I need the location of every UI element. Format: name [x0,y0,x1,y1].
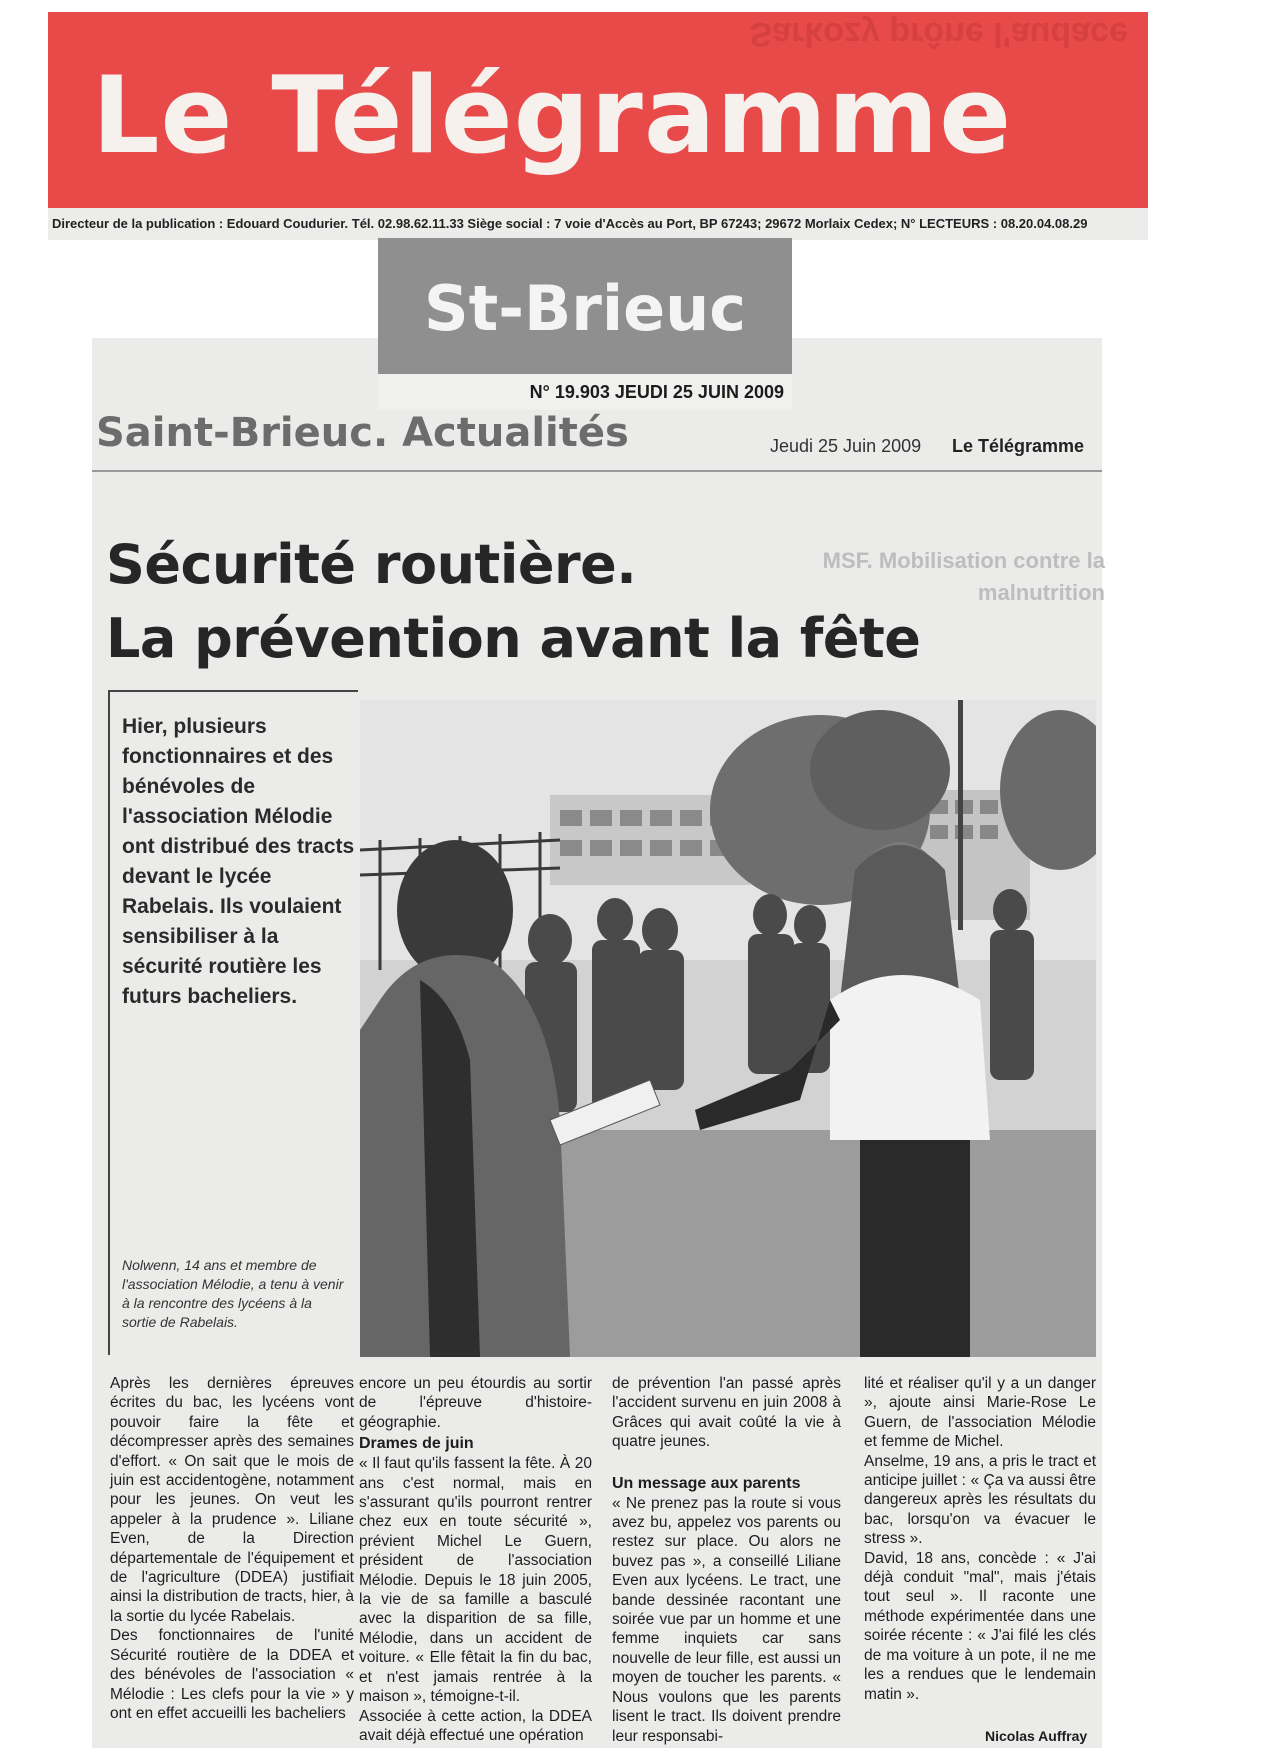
section-date: Jeudi 25 Juin 2009 [770,436,922,456]
section-divider [92,470,1102,472]
newspaper-title: Le Télégramme [92,54,1013,177]
article-column-4 [864,1374,1096,1704]
column-3-paragraph-1: de prévention l'an passé après l'accident survenu en juin 2008 à Grâces qui avait coûté la vie à quatre jeunes. [612,1375,841,1451]
article-headline [106,528,920,676]
subheading-message-aux-parents: Un message aux parents [612,1474,801,1492]
edition-city: St-Brieuc [423,272,747,345]
photo-caption: Nolwenn, 14 ans et membre de l'association Mélodie, a tenu à venir à la rencontre des lycéens à la sortie de Rabelais. [122,1257,344,1330]
masthead-banner [48,12,1148,208]
column-2-paragraph-2: « Il faut qu'ils fassent la fête. À 20 ans c'est normal, mais en s'assurant qu'ils pourront rentrer chez eux en toute sécurité », prévient Michel Le Guern, président de l'association Mélodie. Depuis le 18 juin 2005, la vie de sa famille a basculé avec la disparition de sa fille, Mélodie, dans un accident de voiture. « Elle fêtait la fin du bac, et n'est jamais rentrée à la maison », témoigne-t-il. [359,1455,592,1706]
bleedthrough-promo: MSF. Mobilisation contre la malnutrition [822,548,1105,605]
publication-info: Directeur de la publication : Edouard Coudurier. Tél. 02.98.62.11.33 Siège social : 7 voie d'Accès au Port, BP 67243; 29672 Morlaix Cedex; N° LECTEURS : 08.20.04.08.29 [48,208,1148,240]
edition-box [378,238,792,374]
column-4-paragraph-2: Anselme, 19 ans, a pris le tract et anticipe juillet : « Ça va aussi être dangereux après les résultats du bac, lorsqu'on va évacuer le stress ». [864,1452,1096,1548]
column-2-paragraph-1: encore un peu étourdis au sortir de l'épreuve d'histoire-géographie. [359,1375,592,1431]
masthead-bleedthrough-text: Sarkozy prône l'audace [749,15,1128,53]
headline-line-2: La prévention avant la fête [106,607,921,670]
column-1-paragraph-1: Après les dernières épreuves écrites du bac, les lycéens vont pouvoir faire la fête et décompresser après des semaines d'effort. « On sait que le mois de juin est accidentogène, notamment pour les jeunes. On veut les appeler à la prudence ». Liliane Even, de la Direction départementale de l'équipement et de l'agriculture (DDEA) justifiait ainsi la distribution de tracts, hier, à la sortie du lycée Rabelais. [110,1375,354,1625]
article-photo [360,700,1096,1357]
headline-line-1: Sécurité routière. [106,533,637,596]
section-brand: Le Télégramme [952,436,1085,456]
column-1-paragraph-2: Des fonctionnaires de l'unité Sécurité routière de la DDEA et des bénévoles de l'association « Mélodie : Les clefs pour la vie » y ont en effet accueilli les bacheliers [110,1627,354,1722]
section-title: Saint-Brieuc. Actualités [96,410,629,456]
article-column-1 [110,1374,354,1723]
column-4-paragraph-1: lité et réaliser qu'il y a un danger », ajoute ainsi Marie-Rose Le Guern, de l'association Mélodie et femme de Michel. [864,1375,1096,1451]
article-byline: Nicolas Auffray [985,1728,1088,1744]
article-lead: Hier, plusieurs fonctionnaires et des bénévoles de l'association Mélodie ont distribué des tracts devant le lycée Rabelais. Ils voulaient sensibiliser à la sécurité routière les futurs bacheliers. [122,715,355,1008]
column-2-paragraph-3: Associée à cette action, la DDEA avait déjà effectué une opération [359,1707,592,1744]
article-column-3 [612,1374,841,1746]
column-3-paragraph-2: « Ne prenez pas la route si vous avez bu, appelez vos parents ou restez sur place. Ou alors ne buvez pas », a conseillé Liliane Even aux lycéens. Le tract, une bande dessinée racontant une soirée vue par un homme et une femme inquiets car sans nouvelle de leur fille, est aussi un moyen de toucher les parents. « Nous voulons que les parents lisent le tract. Ils doivent prendre leur responsabi- [612,1494,841,1745]
subheading-drames-de-juin: Drames de juin [359,1435,474,1453]
article-column-2 [359,1374,592,1745]
photo-illustration [360,700,1096,1357]
issue-number-date: N° 19.903 JEUDI 25 JUIN 2009 [378,374,792,410]
column-4-paragraph-3: David, 18 ans, concède : « J'ai déjà conduit "mal", mais j'étais tout seul ». Il raconte une méthode expérimentée dans une soirée récente : « J'ai filé les clés de ma voiture à un pote, il ne me les a rendues que le lendemain matin ». [864,1549,1096,1703]
